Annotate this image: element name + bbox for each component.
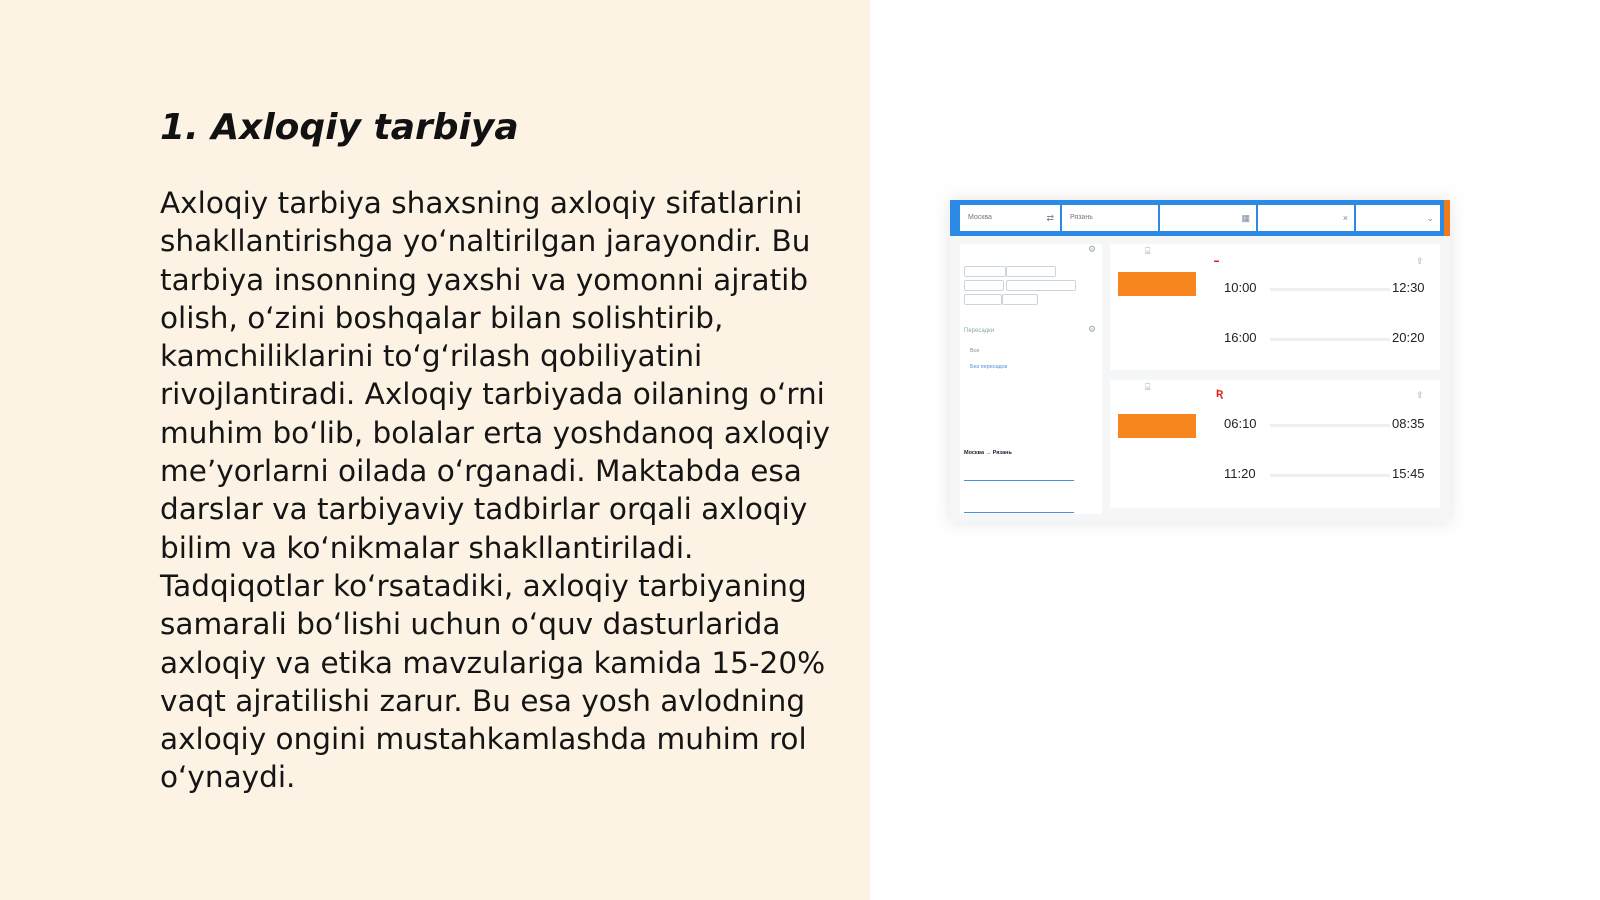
train-icon: ⌸ [1145,382,1151,392]
ticket-search-screenshot [950,200,1450,522]
from-field-value: Москва [968,214,992,221]
arrival-time: 08:35 [1392,416,1425,431]
trip-card [1110,380,1440,508]
filter-chip[interactable] [1002,294,1038,305]
arrival-time: 20:20 [1392,330,1425,345]
departure-time: 06:10 [1224,416,1257,431]
buy-button[interactable] [1118,414,1196,438]
route-label: Москва → Рязань [964,450,1012,456]
filter-option-all[interactable]: Все [970,348,980,354]
departure-time: 10:00 [1224,280,1257,295]
route-line [1270,338,1390,341]
slide-body-text: Axloqiy tarbiya shaxsning axloqiy sifatlarini shakllantirishga yo‘naltirilgan jarayondir. Bu tarbiya insonning yaxshi va yomonni ajratib olish, o‘zini boshqalar bilan solishtirib, kamchiliklarini to‘g‘rilash qobiliyatini rivojlantiradi. Axloqiy tarbiyada oilaning o‘rni muhim bo‘lib, bolalar erta yoshdanoq axloqiy me’yorlarni oilada o‘rganadi. Maktabda esa darslar va tarbiyaviy tadbirlar orqali axloqiy bilim va ko‘nikmalar shakllantiriladi. Tadqiqotlar ko‘rsatadiki, axloqiy tarbiyaning samarali bo‘lishi uchun o‘quv dasturlarida axloqiy va etika mavzulariga kamida 15-20% vaqt ajratilishi zarur. Bu esa yosh avlodning axloqiy ongini mustahkamlashda muhim rol o‘ynaydi. [160,186,830,795]
arrival-time: 15:45 [1392,466,1425,481]
share-icon[interactable]: ⇪ [1416,390,1424,400]
filter-option-no-transfers[interactable]: Без пересадок [970,364,1008,370]
route-line [1270,288,1390,291]
filter-chip[interactable] [1006,280,1076,291]
route-line [1270,474,1390,477]
buy-button[interactable] [1118,272,1196,296]
swap-icon[interactable]: ⇄ [1046,213,1054,223]
to-field[interactable] [1062,205,1158,231]
time-slider[interactable] [964,480,1074,481]
search-bar [950,200,1450,236]
clear-icon[interactable]: × [1342,213,1348,223]
calendar-icon[interactable]: ▦ [1241,213,1250,223]
search-button[interactable] [1444,200,1450,236]
settings-icon[interactable]: ⚙ [1088,244,1097,254]
route-line [1270,424,1390,427]
filter-chip[interactable] [964,266,1006,277]
chevron-down-icon[interactable]: ⌄ [1426,213,1434,223]
from-field[interactable] [960,205,1060,231]
carrier-logo: ▬ [1214,258,1219,264]
slide-title: 1. Axloqiy tarbiya [160,107,519,148]
settings-icon[interactable]: ⚙ [1088,324,1097,334]
arrival-time: 12:30 [1392,280,1425,295]
filter-chip[interactable] [964,280,1004,291]
filters-sidebar [960,244,1102,514]
carrier-logo-icon: Ʀ [1216,388,1224,400]
trip-card [1110,244,1440,370]
train-icon: ⌸ [1145,246,1151,256]
departure-time: 16:00 [1224,330,1257,345]
return-date-field[interactable] [1258,205,1354,231]
filter-chip[interactable] [964,294,1002,305]
to-field-value: Рязань [1070,214,1093,221]
share-icon[interactable]: ⇪ [1416,256,1424,266]
departure-time: 11:20 [1224,466,1256,481]
filter-chip[interactable] [1006,266,1056,277]
passengers-field[interactable] [1356,205,1440,231]
date-field[interactable] [1160,205,1256,231]
transfers-heading: Пересадки [964,328,995,334]
time-slider[interactable] [964,512,1074,513]
